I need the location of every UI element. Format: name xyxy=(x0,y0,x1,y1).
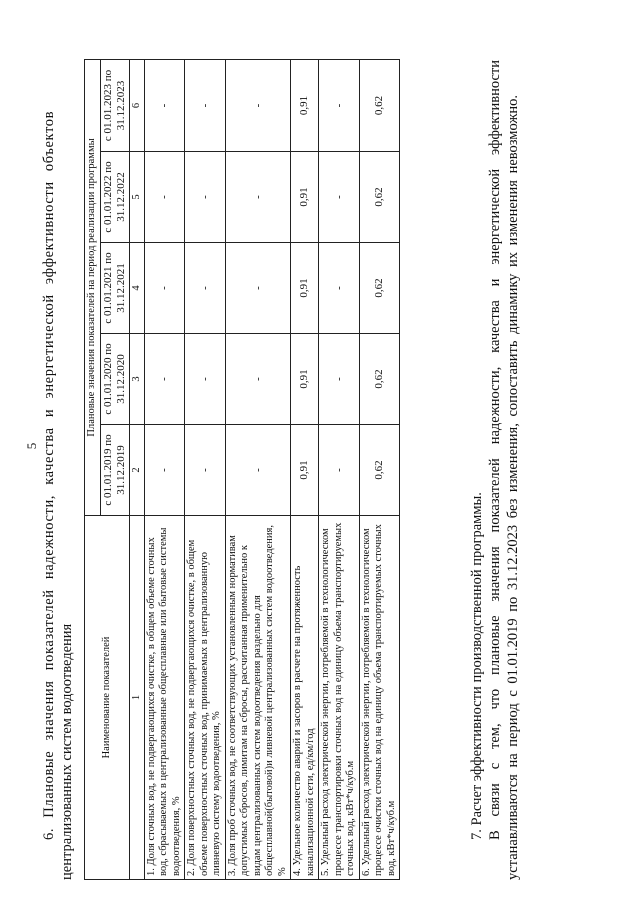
indicator-value: - xyxy=(225,152,291,243)
indicator-value: - xyxy=(185,59,226,151)
section-7-title: 7. Расчет эффективности производственной программы. xyxy=(469,492,485,840)
indicator-value: - xyxy=(319,59,360,151)
indicator-value: 0,91 xyxy=(291,59,319,151)
section-6-heading-line-1: 6. Плановые значения показателей надежности, качества и энергетической эффективности объектов xyxy=(41,110,57,840)
indicator-value: 0,62 xyxy=(359,425,400,516)
header-plan-period: Плановые значения показателей на период реализации программы xyxy=(85,59,101,515)
indicator-value: - xyxy=(185,152,226,243)
indicator-value: 0,91 xyxy=(291,243,319,334)
section-6-heading xyxy=(40,60,76,880)
indicator-name: 1. Доля сточных вод, не подвергающихся очистке, в общем объеме сточных вод, сбрасываемых в централизованные общесплавные или бытовые системы водоотведения, % xyxy=(144,516,185,880)
header-period: с 01.01.2019 по 31.12.2019 xyxy=(100,425,129,516)
table-row xyxy=(185,59,226,879)
column-number: 5 xyxy=(129,152,144,243)
table-row xyxy=(291,59,319,879)
section-6-heading-line-2: централизованных систем водоотведения xyxy=(59,623,75,880)
indicator-value: 0,91 xyxy=(291,425,319,516)
table-column-numbers-row xyxy=(129,59,144,879)
column-number: 1 xyxy=(129,516,144,880)
indicator-value: - xyxy=(144,243,185,334)
indicator-value: - xyxy=(144,425,185,516)
indicator-name: 5. Удельный расход электрической энергии, потребляемой в технологическом процессе транспортировки сточных вод на единицу объема транспортируемых сточных вод, кВт*ч/куб.м xyxy=(319,516,360,880)
indicator-value: - xyxy=(225,425,291,516)
column-number: 2 xyxy=(129,425,144,516)
indicator-value: - xyxy=(319,425,360,516)
indicator-value: - xyxy=(319,243,360,334)
column-number: 6 xyxy=(129,59,144,151)
indicator-value: - xyxy=(225,243,291,334)
table-row xyxy=(144,59,185,879)
section-7-paragraph: В связи с тем, что плановые значения показателей надежности, качества и энергетической эффективности устанавливаются на период с 01.01.2019 по 31.12.2023 без изменения, сопоставить динамику их изменения невозможно. xyxy=(487,60,521,880)
indicator-value: 0,62 xyxy=(359,59,400,151)
indicator-value: 0,62 xyxy=(359,152,400,243)
indicator-value: - xyxy=(185,243,226,334)
header-period: с 01.01.2023 по 31.12.2023 xyxy=(100,59,129,151)
header-indicator-name: Наименование показателей xyxy=(85,516,130,880)
indicator-name: 6. Удельный расход электрической энергии, потребляемой в технологическом процессе очистки сточных вод на единицу объема транспортируемых сточных вод, кВт*ч/куб.м xyxy=(359,516,400,880)
indicator-value: - xyxy=(144,334,185,425)
header-period: с 01.01.2020 по 31.12.2020 xyxy=(100,334,129,425)
header-period: с 01.01.2021 по 31.12.2021 xyxy=(100,243,129,334)
indicator-name: 2. Доля поверхностных сточных вод, не подвергающихся очистке, в общем объеме поверхностных сточных вод, принимаемых в централизованную ливневую систему водоотведения, % xyxy=(185,516,226,880)
section-7 xyxy=(468,60,522,880)
indicator-value: - xyxy=(319,152,360,243)
table-header-row xyxy=(85,59,101,879)
indicator-value: - xyxy=(144,59,185,151)
header-period: с 01.01.2022 по 31.12.2022 xyxy=(100,152,129,243)
indicator-value: 0,91 xyxy=(291,152,319,243)
table-row xyxy=(319,59,360,879)
indicators-table xyxy=(84,59,400,880)
column-number: 3 xyxy=(129,334,144,425)
indicator-value: 0,62 xyxy=(359,334,400,425)
indicator-value: 0,91 xyxy=(291,334,319,425)
indicator-value: - xyxy=(144,152,185,243)
column-number: 4 xyxy=(129,243,144,334)
indicator-value: - xyxy=(225,59,291,151)
indicator-value: - xyxy=(319,334,360,425)
indicator-value: - xyxy=(185,425,226,516)
indicator-value: 0,62 xyxy=(359,243,400,334)
table-row xyxy=(359,59,400,879)
rotated-page-content xyxy=(40,40,560,880)
indicator-name: 3. Доля проб сточных вод, не соответствующих установленным нормативам допустимых сбросов, лимитам на сбросы, рассчитанная применительно к видам централизованных систем водоотведения раздельно для общесплавной(бытовой)и ливневой централизованных систем водоотведения, % xyxy=(225,516,291,880)
indicator-name: 4. Удельное количество аварий и засоров в расчете на протяженность канализационной сети, ед/км/год xyxy=(291,516,319,880)
page-number: 5 xyxy=(24,442,39,450)
indicator-value: - xyxy=(185,334,226,425)
table-row xyxy=(225,59,291,879)
indicator-value: - xyxy=(225,334,291,425)
